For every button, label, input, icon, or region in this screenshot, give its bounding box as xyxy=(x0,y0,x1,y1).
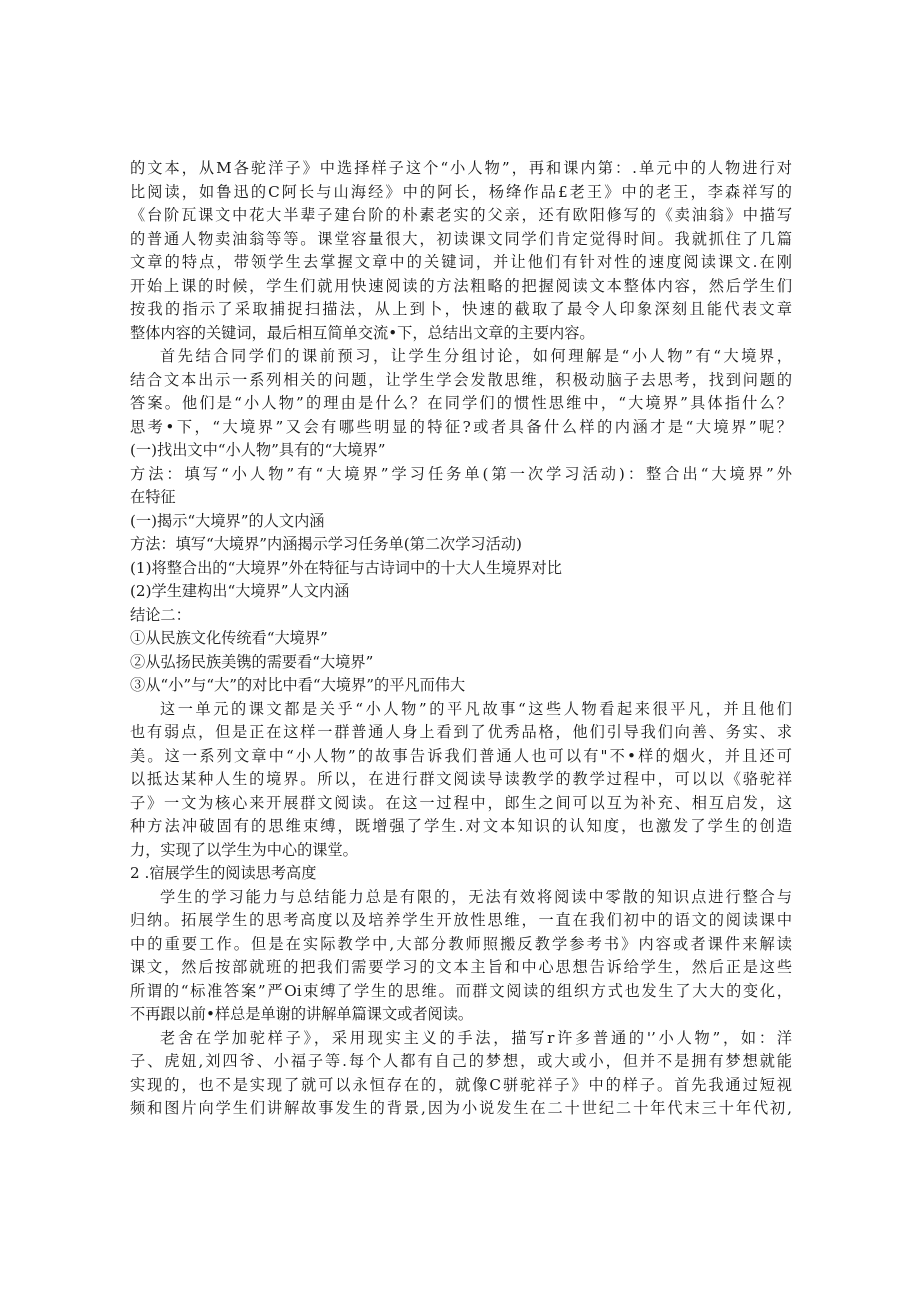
text-line: 开始上课的时候，学生们就用快速阅读的方法粗略的把握阅读文本整体内容，然后学生们 xyxy=(130,276,792,295)
text-line: 美。这一系列文章中“小人物”的故事告诉我们普通人也可以有"不•样的烟火，并且还可 xyxy=(130,746,792,765)
text-line: 力，实现了以学生为中心的课堂。 xyxy=(130,840,358,859)
text-line: (2)学生建构出“大境界”人文内涵 xyxy=(130,582,350,600)
text-line: 也有弱点，但是正在这样一群普通人身上看到了优秀品格，他们引导我们向善、务实、求 xyxy=(130,723,792,741)
text-line: 老舍在学加驼样子》，采用现实主义的手法，描写r许多普通的'’小人物”，如：洋 xyxy=(160,1028,792,1047)
text-line: 结合文本出示一系列相关的问题，让学生学会发散思维，积极动脑子去思考，找到问题的 xyxy=(130,370,792,389)
text-line: 按我的指示了采取捕捉扫描法，从上到卜，快速的截取了最令人印象深刻且能代表文章 xyxy=(130,300,792,318)
text-line: 整体内容的关键词，最后相互简单交流•下，总结出文章的主要内容。 xyxy=(130,323,595,342)
text-line: (一)找出文中“小人物”具有的“大境界” xyxy=(130,441,386,459)
text-line: 课文，然后按部就班的把我们需要学习的文本主旨和中心思想告诉给学生，然后正是这些 xyxy=(130,958,792,976)
text-line: 子》一文为核心来开展群文阅读。在这一过程中，郎生之间可以互为补充、相互启发，这 xyxy=(130,793,792,812)
text-line: (一)揭示“大境界”的人文内涵 xyxy=(130,511,325,530)
text-line: 方法：填写“小人物”有“大境界”学习任务单(第一次学习活动)：整合出“大境界”外 xyxy=(130,464,792,483)
text-line: 归纳。拓展学生的思考高度以及培养学生开放性思维，一直在我们初中的语文的阅读课中 xyxy=(130,911,792,929)
text-line: 这一单元的课文都是关乎“小人物”的平凡故事“这些人物看起来很平凡，并且他们 xyxy=(160,699,792,718)
text-line: 子、虎妞,刘四爷、小福子等.每个人都有自己的梦想，或大或小，但并不是拥有梦想就能 xyxy=(130,1052,792,1070)
text-line: 所谓的“标准答案”严Oi束缚了学生的思维。而群文阅读的组织方式也发生了大大的变化， xyxy=(130,981,792,1000)
text-line: 种方法冲破固有的思维束缚，既增强了学生.对文本知识的认知度，也激发了学生的创造 xyxy=(130,817,792,835)
text-line: ③从“小”与“大”的对比中看“大境界”的平凡而伟大 xyxy=(130,676,466,694)
text-line: 结论二： xyxy=(130,605,191,624)
text-line: ②从弘扬民族美镌的需要看“大境界” xyxy=(130,652,374,671)
text-line: 的文本，从M各驼洋子》中选择样子这个“小人物”，再和课内第：.单元中的人物进行对 xyxy=(130,159,792,177)
text-line: ①从民族文化传统看“大境界” xyxy=(130,629,328,647)
text-line: 在特征 xyxy=(130,488,176,506)
text-line: 首先结合同学们的课前预习，让学生分组讨论，如何理解是“小人物”有“大境界， xyxy=(160,347,792,365)
text-line: 中的重要工作。但是在实际教学中,大部分教师照搬反教学参考书》内容或者课件来解读 xyxy=(130,934,792,953)
text-line: 实现的，也不是实现了就可以永恒存在的，就像C骈驼祥子》中的样子。首先我通过短视 xyxy=(130,1075,792,1094)
text-line: 以抵达某种人生的境界。所以，在进行群文阅读导读教学的教学过程中，可以以《骆驼祥 xyxy=(130,770,792,788)
text-line: 文章的特点，带领学生去掌握文章中的关键词，并让他们有针对性的速度阅读课文.在刚 xyxy=(130,253,792,271)
text-line: 《台阶瓦课文中花大半辈子建台阶的朴素老实的父亲，还有欧阳修写的《卖油翁》中描写 xyxy=(130,206,792,224)
text-line: 比阅读，如鲁迅的C阿长与山海经》中的阿长，杨绛作品£老王》中的老王，李森祥写的 xyxy=(130,182,792,201)
text-line: 频和图片向学生们讲解故事发生的背景,因为小说发生在二十世纪二十年代末三十年代初, xyxy=(130,1099,792,1117)
text-line: (1)将整合出的“大境界”外在特征与古诗词中的十大人生境界对比 xyxy=(130,558,562,577)
text-line: 2 .宿展学生的阅读思考高度 xyxy=(130,864,317,882)
text-line: 不再跟以前•样总是单谢的讲解单篇课文或者阅读。 xyxy=(130,1005,474,1023)
text-line: 思考•下，“大境界”又会有哪些明显的特征?或者具备什么样的内涵才是“大境界”呢？ xyxy=(130,417,792,436)
document-body xyxy=(130,157,792,1121)
text-line: 学生的学习能力与总结能力总是有限的，无法有效将阅读中零散的知识点进行整合与 xyxy=(160,887,792,906)
text-line: 方法：填写“大境界”内涵揭示学习任务单(第二次学习活动) xyxy=(130,535,522,553)
text-line: 答案。他们是“小人物”的理由是什么？在同学们的惯性思维中，“大境界”具体指什么？ xyxy=(130,394,792,412)
text-line: 的普通人物卖油翁等等。课堂容量很大，初读课文同学们肯定觉得时间。我就抓住了几篇 xyxy=(130,229,792,248)
